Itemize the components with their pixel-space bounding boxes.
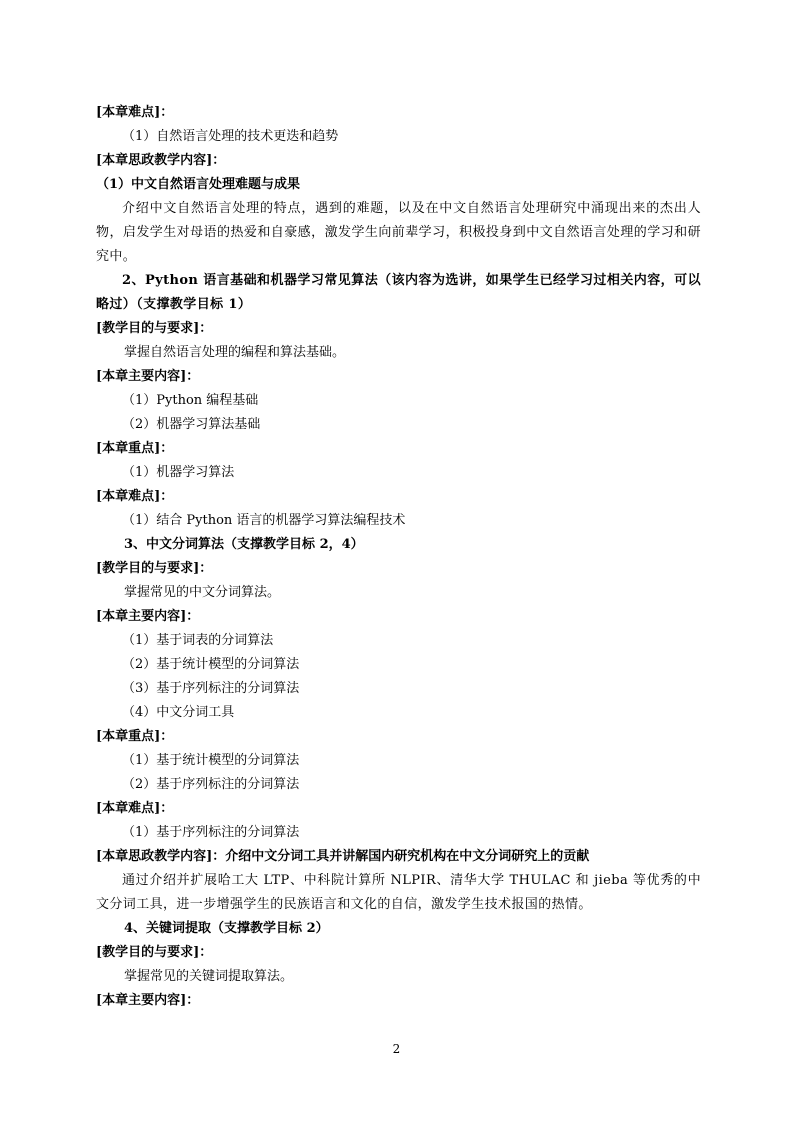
section-title: 2、Python 语言基础和机器学习常见算法（该内容为选讲，如果学生已经学习过相关内容，可以略过）（支撑教学目标 1） — [96, 273, 701, 312]
list-item: （1）结合 Python 语言的机器学习算法编程技术 — [122, 513, 406, 528]
paragraph: 通过介绍并扩展哈工大 LTP、中科院计算所 NLPIR、清华大学 THULAC 和 jieba 等优秀的中文分词工具，进一步增强学生的民族语言和文化的自信，激发学生技术报国的热情。 — [96, 873, 701, 912]
page-content — [96, 101, 701, 1013]
heading-main-content: [本章主要内容]： — [96, 993, 200, 1008]
list-item: （2）基于序列标注的分词算法 — [122, 777, 300, 792]
heading-ideology-topic: （1）中文自然语言处理难题与成果 — [96, 177, 301, 192]
list-item: （2）机器学习算法基础 — [122, 417, 261, 432]
heading-objectives: [教学目的与要求]： — [96, 945, 213, 960]
list-item: （1）Python 编程基础 — [122, 393, 259, 408]
heading-difficulty: [本章难点]： — [96, 489, 174, 504]
list-item: （2）基于统计模型的分词算法 — [122, 657, 300, 672]
heading-objectives: [教学目的与要求]： — [96, 561, 213, 576]
list-item: 掌握常见的中文分词算法。 — [124, 585, 281, 600]
list-item: （1）基于序列标注的分词算法 — [122, 825, 300, 840]
page-number: 2 — [392, 1042, 401, 1056]
list-item: （4）中文分词工具 — [122, 705, 235, 720]
heading-difficulty: [本章难点]： — [96, 105, 174, 120]
heading-key-points: [本章重点]： — [96, 729, 174, 744]
heading-key-points: [本章重点]： — [96, 441, 174, 456]
list-item: 掌握常见的关键词提取算法。 — [124, 969, 294, 984]
heading-main-content: [本章主要内容]： — [96, 369, 200, 384]
heading-ideology: [本章思政教学内容]： — [96, 153, 226, 168]
heading-ideology: [本章思政教学内容]：介绍中文分词工具并讲解国内研究机构在中文分词研究上的贡献 — [96, 849, 590, 864]
section-title: 3、中文分词算法（支撑教学目标 2，4） — [124, 537, 364, 552]
section-title: 4、关键词提取（支撑教学目标 2） — [124, 921, 329, 936]
heading-difficulty: [本章难点]： — [96, 801, 174, 816]
list-item: （1）自然语言处理的技术更迭和趋势 — [122, 129, 339, 144]
list-item: （1）基于词表的分词算法 — [122, 633, 274, 648]
list-item: （3）基于序列标注的分词算法 — [122, 681, 300, 696]
list-item: 掌握自然语言处理的编程和算法基础。 — [124, 345, 346, 360]
paragraph: 介绍中文自然语言处理的特点，遇到的难题，以及在中文自然语言处理研究中涌现出来的杰出人物，启发学生对母语的热爱和自豪感，激发学生向前辈学习，积极投身到中文自然语言处理的学习和研究中。 — [96, 201, 701, 264]
list-item: （1）基于统计模型的分词算法 — [122, 753, 300, 768]
list-item: （1）机器学习算法 — [122, 465, 235, 480]
heading-main-content: [本章主要内容]： — [96, 609, 200, 624]
heading-objectives: [教学目的与要求]： — [96, 321, 213, 336]
